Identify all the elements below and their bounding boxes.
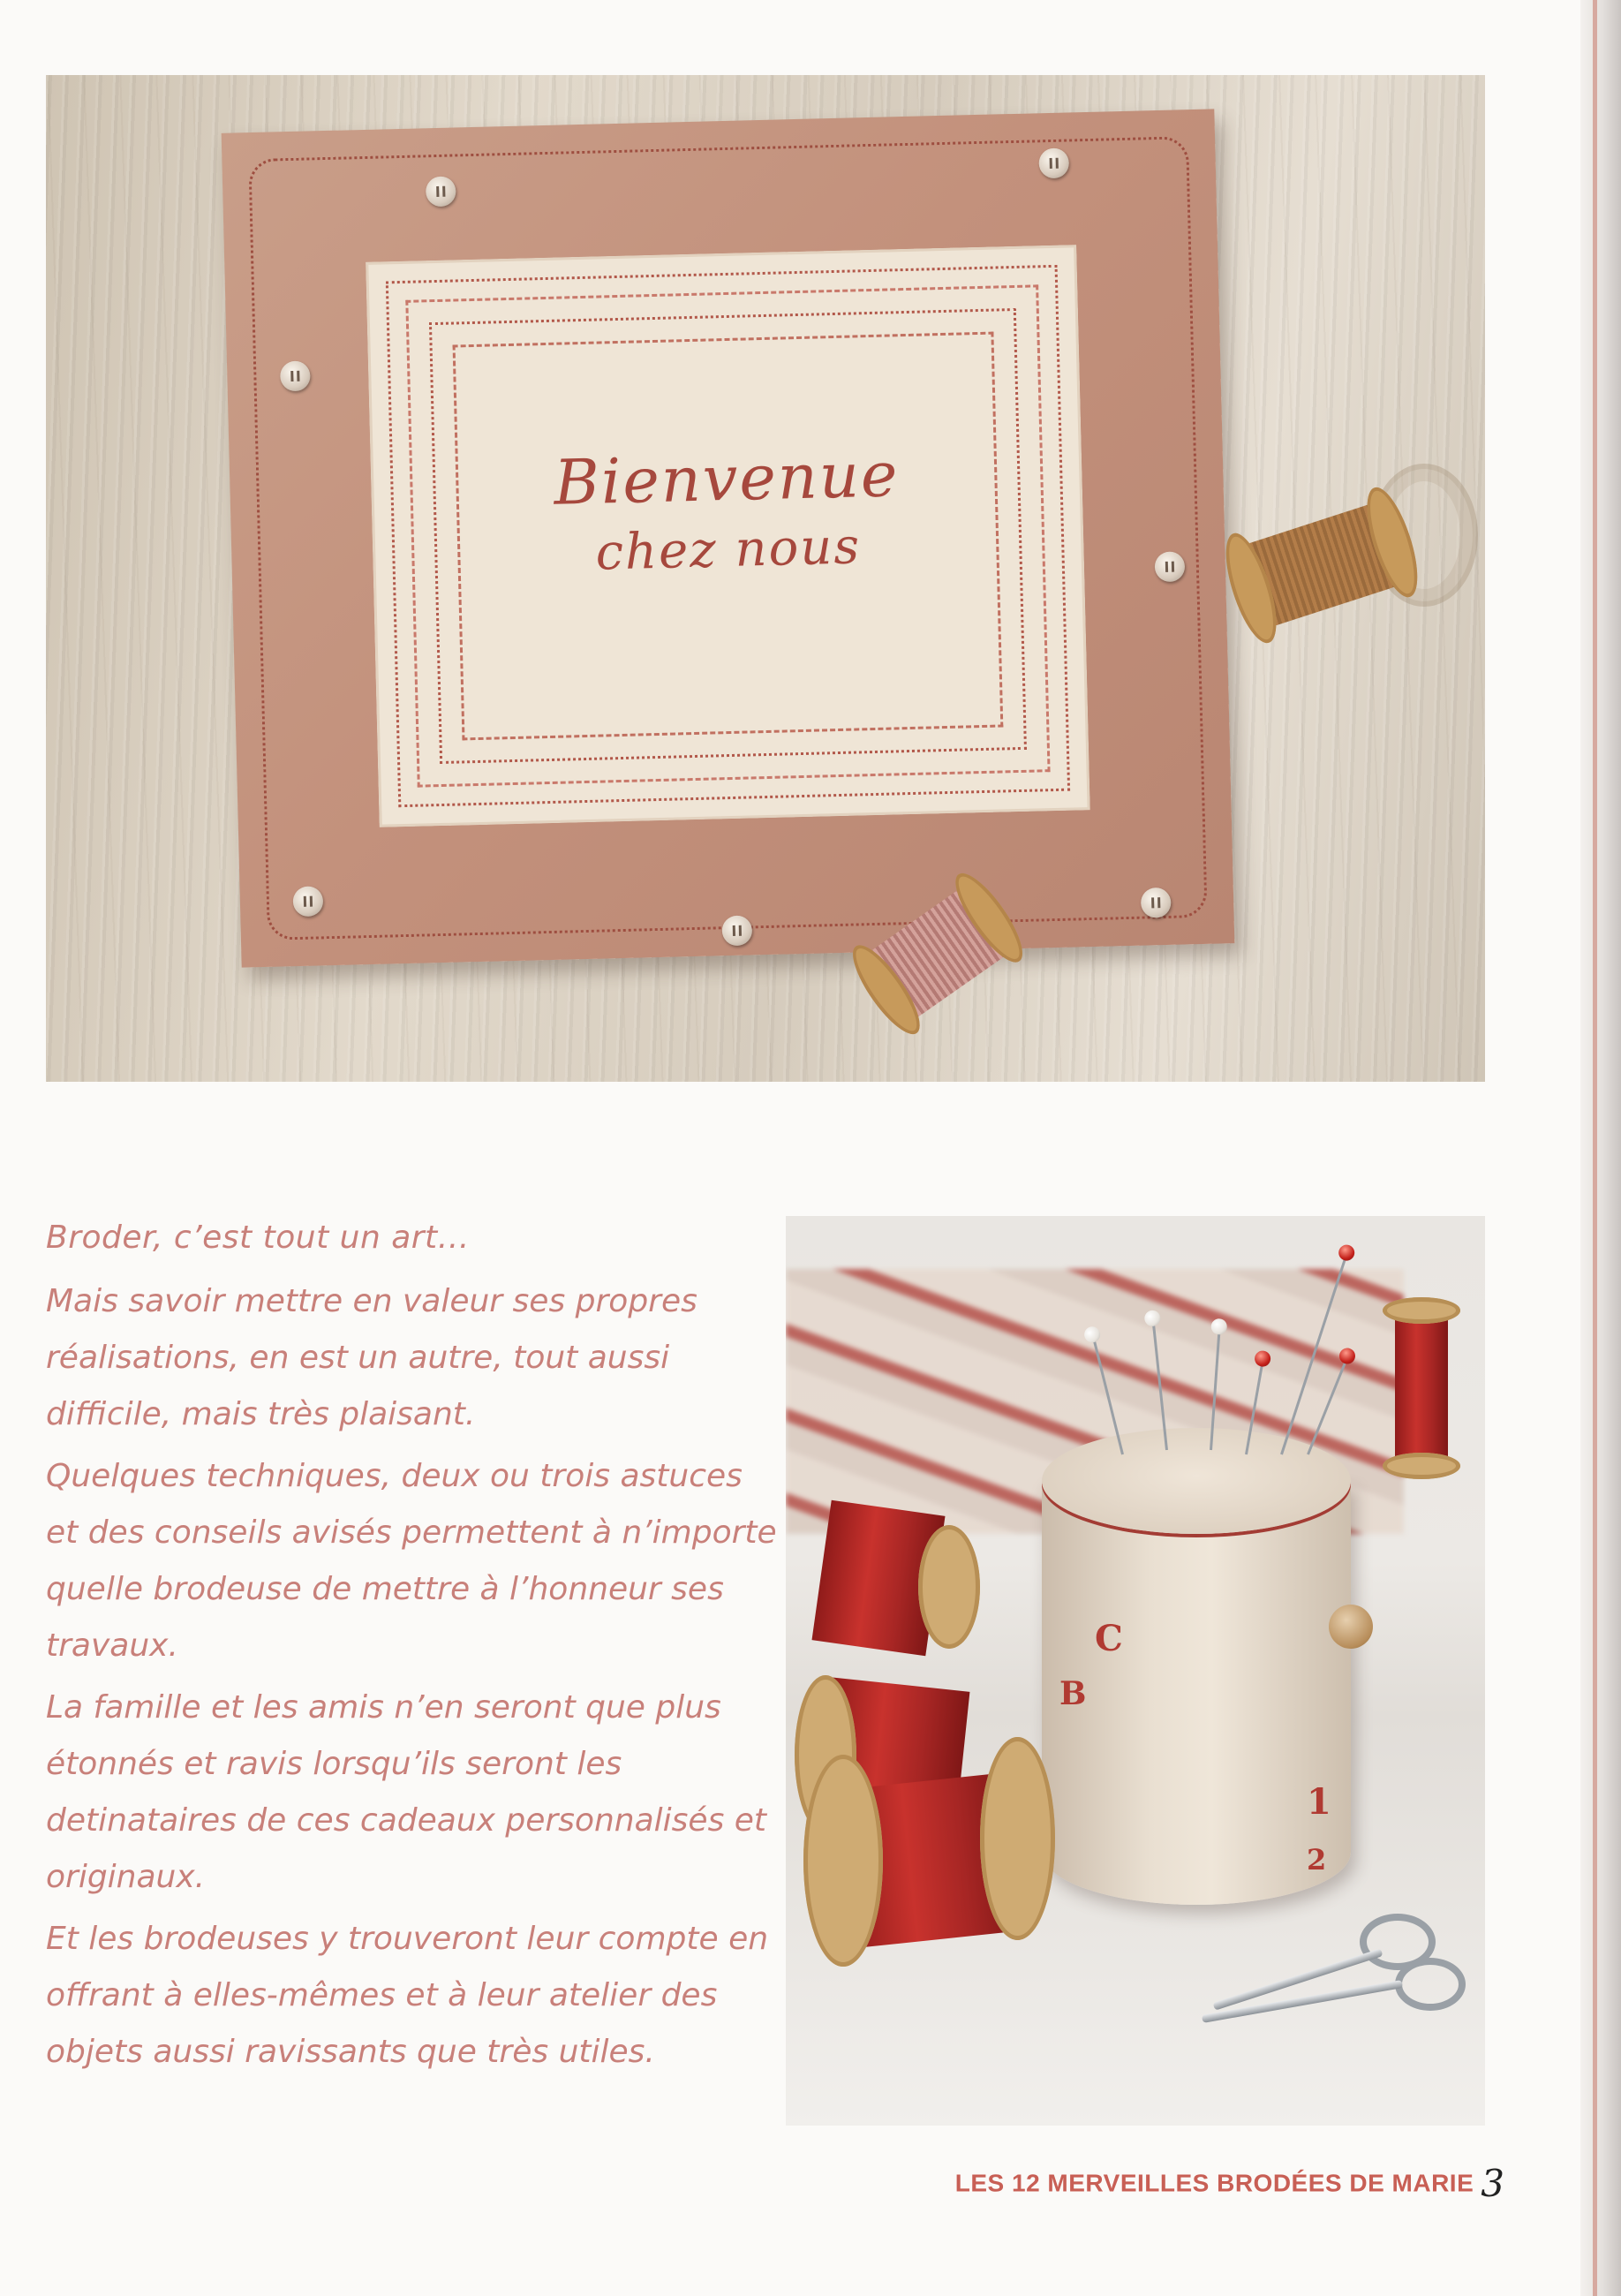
intro-paragraph: La famille et les amis n’en seront que plus étonnés et ravis lorsqu’ils seront les detinataires de ces cadeaux personnalisés et originaux.	[46, 1689, 767, 1895]
stitched-letter: B	[1059, 1675, 1087, 1712]
intro-paragraph: Mais savoir mettre en valeur ses propres réalisations, en est un autre, tout aussi difficile, mais très plaisant.	[46, 1283, 697, 1432]
pincushion-photo	[786, 1216, 1485, 2126]
stitched-letter: C	[1095, 1618, 1123, 1659]
stitched-letter: 1	[1307, 1781, 1331, 1823]
thread-spool-brown	[1216, 482, 1428, 649]
page-footer	[955, 2162, 1504, 2205]
sampler-line-2: chez nous	[594, 517, 862, 582]
intro-paragraph: Et les brodeuses y trouveront leur compte en offrant à elles-mêmes et à leur atelier des objets aussi ravissants que très utiles.	[46, 1921, 769, 2070]
intro-lead: Broder, c’est tout un art…	[46, 1220, 471, 1256]
pincushion	[1042, 1428, 1351, 1949]
embroidered-linen	[366, 245, 1089, 827]
page-number: 3	[1481, 2162, 1504, 2205]
magazine-title: LES 12 MERVEILLES BRODÉES DE MARIE	[954, 2169, 1474, 2197]
wooden-button	[1329, 1605, 1373, 1649]
intro-text	[46, 1210, 779, 2086]
sampler-motto	[502, 407, 954, 656]
sampler-mat	[222, 109, 1235, 967]
shell-button	[721, 915, 752, 946]
sampler-line-1: Bienvenue	[553, 438, 901, 519]
stitched-letter: 2	[1307, 1843, 1327, 1877]
intro-paragraph: Quelques techniques, deux ou trois astuces et des conseils avisés permettent à n’importe quelle brodeuse de mettre à l’honneur ses travaux.	[46, 1458, 777, 1664]
page-spine-shadow	[1580, 0, 1621, 2296]
sampler-photo	[46, 75, 1485, 1082]
